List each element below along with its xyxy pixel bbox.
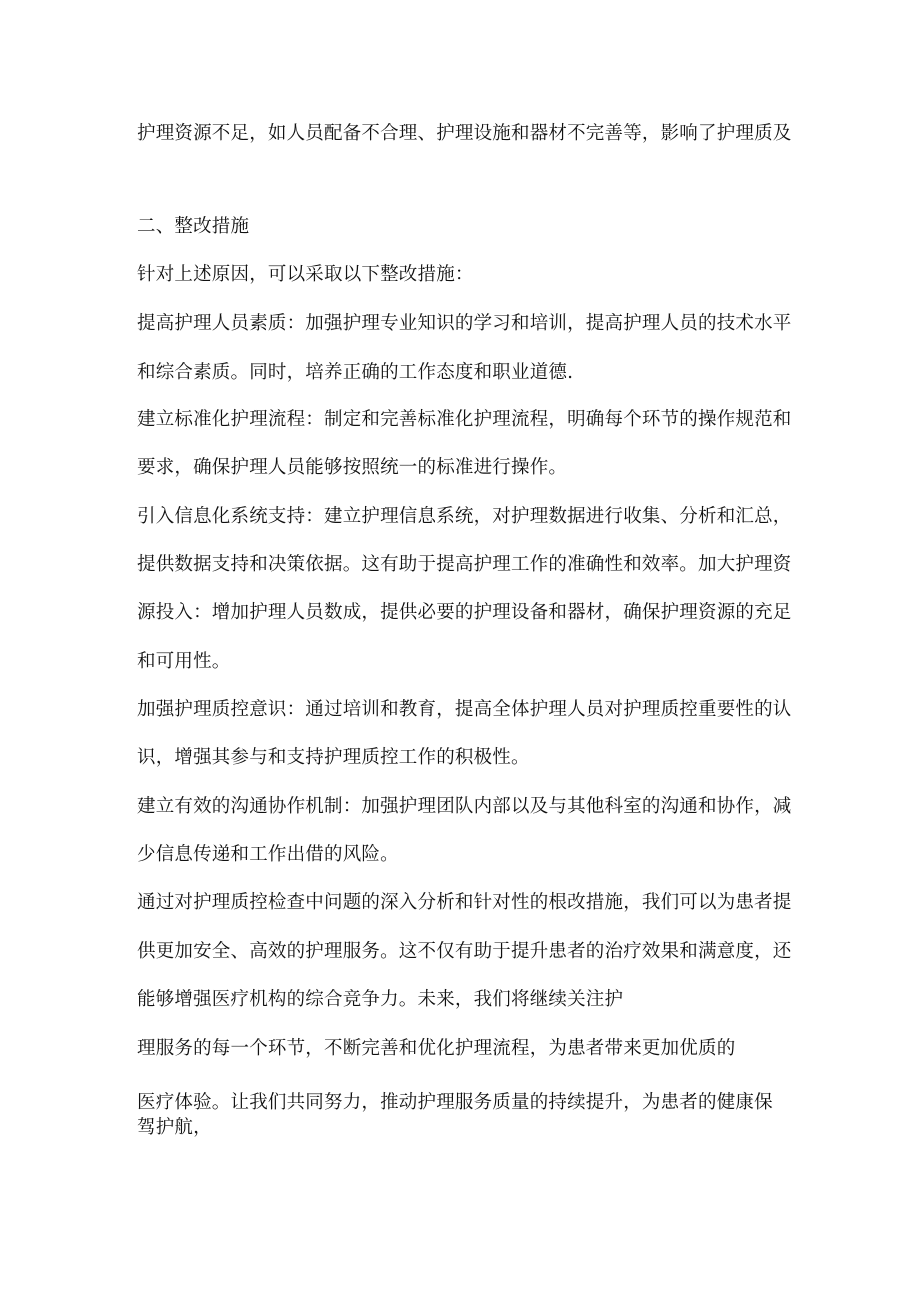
paragraph-line: 提供数据支持和决策依据。这有助于提高护理工作的准确性和效率。加大护理资 <box>137 554 792 575</box>
paragraph-line: 引入信息化系统支持：建立护理信息系统，对护理数据进行收集、分析和汇总， <box>137 506 792 527</box>
paragraph-line: 针对上述原因，可以采取以下整改措施： <box>137 264 474 285</box>
paragraph-line: 和可用性。 <box>137 651 231 672</box>
paragraph-line: 源投入：增加护理人员数成，提供必要的护理设备和器材，确保护理资源的充足 <box>137 602 792 623</box>
paragraph-line: 要求，确保护理人员能够按照统一的标准进行操作。 <box>137 457 568 478</box>
paragraph-line: 识，增强其参与和支持护理质控工作的积极性。 <box>137 747 530 768</box>
paragraph-line: 驾护航， <box>137 1117 212 1138</box>
paragraph-line: 建立有效的沟通协作机制：加强护理团队内部以及与其他科室的沟通和协作，减 <box>137 796 792 817</box>
paragraph-line: 通过对护理质控检查中问题的深入分析和针对性的根改措施，我们可以为患者提 <box>137 892 792 913</box>
paragraph-line: 和综合素质。同时，培养正确的工作态度和职业道德. <box>137 362 574 383</box>
section-heading: 二、整改措施 <box>137 216 250 237</box>
paragraph-line: 少信息传递和工作出借的风险。 <box>137 844 399 865</box>
paragraph-line: 护理资源不足，如人员配备不合理、护理设施和器材不完善等，影响了护理质及 <box>137 123 792 144</box>
paragraph-line: 建立标准化护理流程：制定和完善标准化护理流程，明确每个环节的操作规范和 <box>137 409 792 430</box>
paragraph-line: 加强护理质控意识：通过培训和教育，提高全体护理人员对护理质控重要性的认 <box>137 699 792 720</box>
paragraph-line: 理服务的每一个环节，不断完善和优化护理流程，为患者带来更加优质的 <box>137 1038 736 1059</box>
paragraph-line: 供更加安全、高效的护理服务。这不仅有助于提升患者的治疗效果和满意度，还 <box>137 941 792 962</box>
paragraph-line: 医疗体验。让我们共同努力，推动护理服务质量的持续提升，为患者的健康保 <box>137 1092 773 1113</box>
paragraph-line: 能够增强医疗机构的综合竞争力。未来，我们将继续关注护 <box>137 989 624 1010</box>
paragraph-line: 提高护理人员素质：加强护理专业知识的学习和培训，提高护理人员的技术水平 <box>137 313 792 334</box>
